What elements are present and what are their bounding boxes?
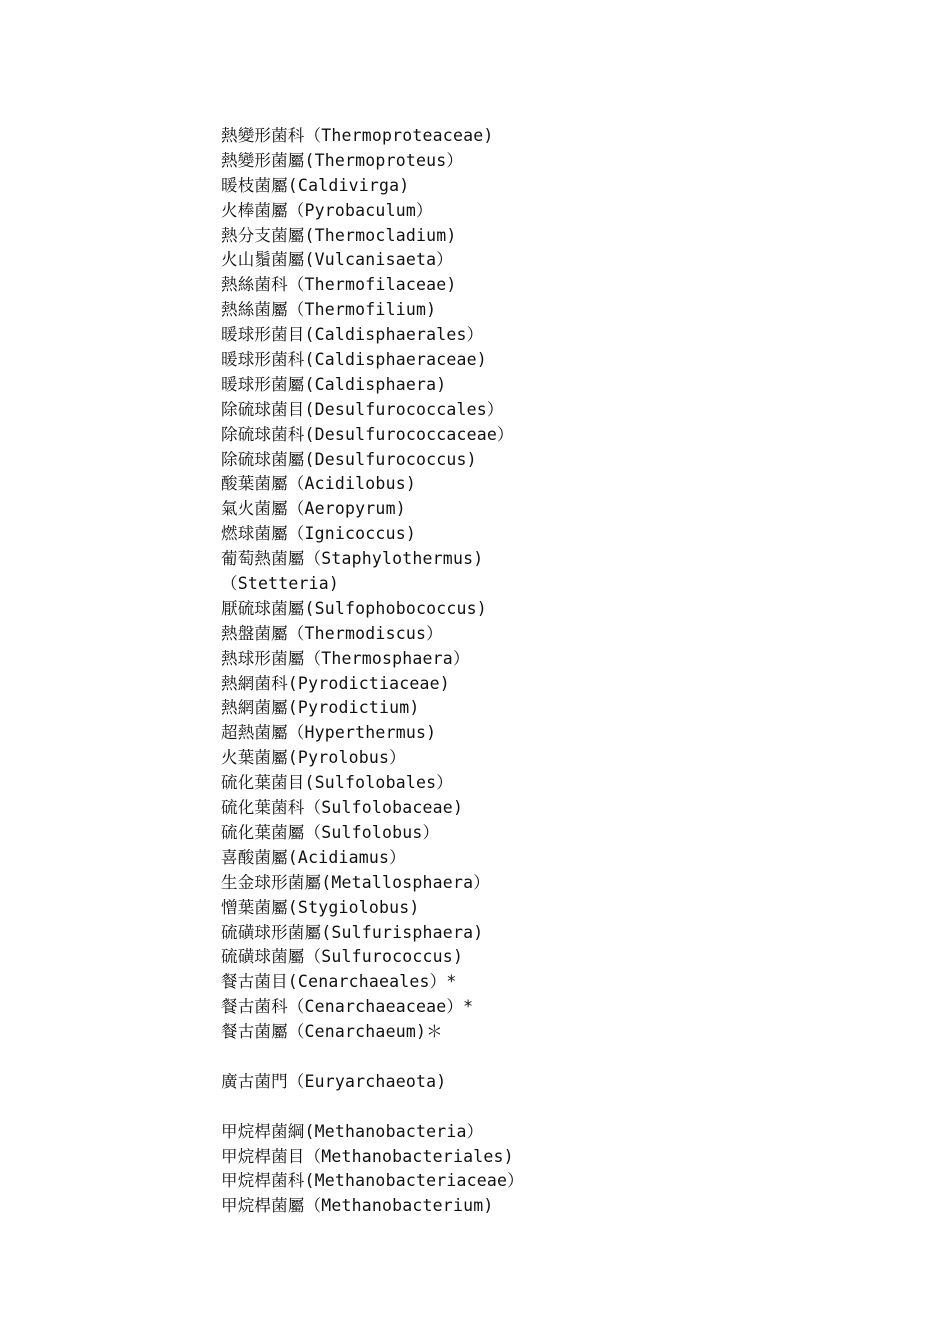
list-item: （Stetteria) [221, 574, 340, 594]
list-item: 火山鬚菌屬(Vulcanisaeta） [221, 250, 453, 270]
list-item: 甲烷桿菌綱(Methanobacteria） [221, 1121, 484, 1141]
list-item: 除硫球菌屬(Desulfurococcus) [221, 449, 477, 469]
blank-line [221, 1045, 841, 1070]
list-item: 厭硫球菌屬(Sulfophobococcus) [221, 598, 487, 618]
list-item: 餐古菌目(Cenarchaeales）* [221, 972, 457, 992]
list-item: 硫化葉菌目(Sulfolobales） [221, 773, 453, 793]
blank-line [221, 1095, 841, 1120]
list-item: 熱絲菌科（Thermofilaceae) [221, 275, 457, 295]
list-item: 熱變形菌屬(Thermoproteus） [221, 150, 464, 170]
list-item: 甲烷桿菌科(Methanobacteriaceae） [221, 1171, 524, 1191]
list-item: 酸葉菌屬（Acidilobus) [221, 474, 416, 494]
list-item: 除硫球菌科(Desulfurococcaceae） [221, 424, 514, 444]
list-item: 熱分支菌屬(Thermocladium) [221, 225, 457, 245]
list-item: 暖球形菌目(Caldisphaerales） [221, 325, 484, 345]
list-item: 熱球形菌屬（Thermosphaera） [221, 648, 470, 668]
taxonomy-list [221, 124, 841, 1219]
list-item: 甲烷桿菌屬（Methanobacterium) [221, 1196, 494, 1216]
list-item: 暖枝菌屬(Caldivirga) [221, 175, 410, 195]
list-item: 燃球菌屬（Ignicoccus) [221, 524, 416, 544]
list-item: 熱絲菌屬（Thermofilium) [221, 300, 437, 320]
list-item: 硫磺球形菌屬(Sulfurisphaera) [221, 922, 484, 942]
list-item: 甲烷桿菌目（Methanobacteriales) [221, 1146, 514, 1166]
list-item: 氣火菌屬（Aeropyrum) [221, 499, 406, 519]
list-item: 超熱菌屬（Hyperthermus) [221, 723, 437, 743]
list-item: 憎葉菌屬(Stygiolobus) [221, 897, 420, 917]
list-item: 除硫球菌目(Desulfurococcales） [221, 399, 504, 419]
list-item: 熱盤菌屬（Thermodiscus） [221, 623, 443, 643]
list-item: 生金球形菌屬(Metallosphaera） [221, 872, 490, 892]
list-item: 葡萄熱菌屬（Staphylothermus) [221, 549, 484, 569]
list-item: 火棒菌屬（Pyrobaculum） [221, 200, 433, 220]
list-item: 硫化葉菌科（Sulfolobaceae) [221, 798, 464, 818]
list-item: 熱網菌屬(Pyrodictium) [221, 698, 420, 718]
list-item: 餐古菌科（Cenarchaeaceae）* [221, 997, 474, 1017]
list-item: 暖球形菌科(Caldisphaeraceae) [221, 350, 487, 370]
list-item: 喜酸菌屬(Acidiamus） [221, 847, 406, 867]
list-item: 火葉菌屬(Pyrolobus） [221, 748, 406, 768]
list-item: 暖球形菌屬(Caldisphaera) [221, 374, 447, 394]
list-item: 硫磺球菌屬（Sulfurococcus) [221, 947, 464, 967]
list-item: 熱變形菌科（Thermoproteaceae) [221, 126, 494, 145]
list-item: 餐古菌屬（Cenarchaeum)＊ [221, 1022, 443, 1042]
section-heading: 廣古菌門（Euryarchaeota) [221, 1071, 447, 1091]
list-item: 熱網菌科(Pyrodictiaceae) [221, 673, 450, 693]
list-item: 硫化葉菌屬（Sulfolobus） [221, 822, 440, 842]
